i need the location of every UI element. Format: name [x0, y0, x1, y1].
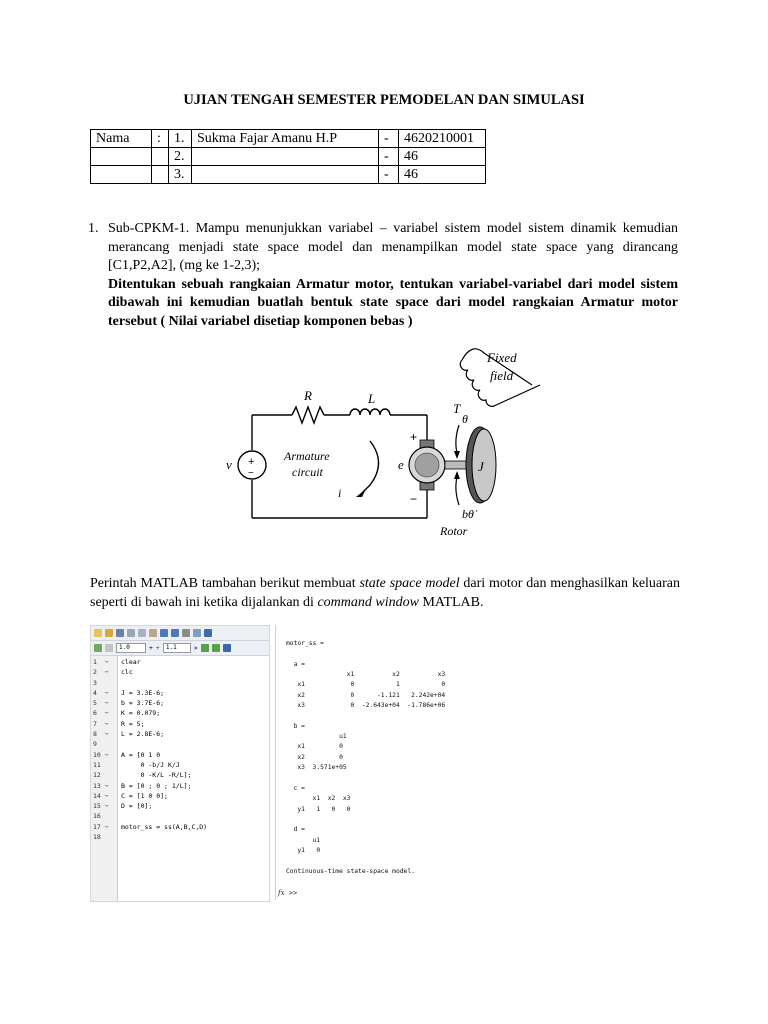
output-line: y1 1 0 0 [286, 805, 351, 813]
output-line: y1 0 [286, 846, 321, 854]
table-row [91, 148, 486, 166]
fx-icon: fx [278, 889, 285, 897]
row-number: 3. [169, 166, 192, 184]
dash-cell: - [379, 130, 399, 148]
code-line [91, 708, 269, 718]
code-text: D = [0]; [121, 802, 153, 811]
code-line [91, 688, 269, 698]
label-motor-minus: − [410, 492, 418, 506]
dash-cell: - [379, 166, 399, 184]
code-text: 0 -b/J K/J [121, 760, 180, 769]
question-number: 1. [88, 221, 99, 236]
code-text: B = [0 ; 0 ; 1/L]; [121, 781, 192, 790]
label-motor-plus: + [410, 430, 418, 444]
cut-icon[interactable] [127, 629, 135, 637]
code-text: motor_ss = ss(A,B,C,D) [121, 822, 208, 831]
member-id: 4620210001 [399, 130, 486, 148]
output-line: x1 x2 x3 [286, 795, 351, 803]
close-icon[interactable]: × [193, 644, 198, 652]
code-text: R = 5; [121, 719, 145, 728]
output-line [286, 773, 476, 783]
member-id: 46 [399, 166, 486, 184]
colon-cell: : [152, 130, 169, 148]
label-current: i [338, 486, 342, 500]
code-line [91, 729, 269, 739]
output-line [286, 815, 476, 825]
save-icon[interactable] [116, 629, 124, 637]
output-line: x3 0 -2.643e+04 -1.786e+06 [286, 702, 446, 710]
command-prompt[interactable]: fx >> [278, 889, 298, 897]
label-theta: θ [462, 412, 468, 426]
output-line: u1 [286, 733, 347, 741]
row-number: 2. [169, 148, 192, 166]
zoom-value-field[interactable]: 1.0 [116, 643, 146, 653]
dash-cell: - [379, 148, 399, 166]
divide-icon[interactable]: + [155, 644, 160, 652]
open-file-icon[interactable] [105, 629, 113, 637]
line-number: 16 [93, 812, 101, 821]
line-number: 18 [93, 833, 101, 842]
label-fixed: Fixed [487, 350, 517, 365]
member-name [192, 148, 379, 166]
identity-table [90, 129, 486, 184]
cell-mode-icon[interactable] [94, 644, 102, 652]
eval-cell-icon[interactable] [201, 644, 209, 652]
question-task: Ditentukan sebuah rangkaian Armatur motor, tentukan variabel-variabel dari model sistem dibawah ini kemudian buatlah bentuk state space dari model rangkaian Armatur motor tersebut ( Nilai variabel disetiap komponen bebas ) [108, 276, 678, 329]
code-text: clc [121, 668, 133, 677]
line-number: 1 − [93, 658, 109, 666]
member-id: 46 [399, 148, 486, 166]
line-number: 14 − [93, 791, 109, 800]
line-number: 17 − [93, 822, 109, 831]
output-line: x2 0 -1.121 2.242e+04 [286, 691, 446, 699]
label-source-plus: + [248, 456, 255, 468]
output-line: x1 x2 x3 [286, 671, 446, 679]
label-circuit: circuit [292, 465, 323, 479]
question-intro: Sub-CPKM-1. Mampu menunjukkan variabel – variabel sistem model sistem dinamik kemudian merancang menjadi state space model dan menampilkan model state space yang dirancang [C1,P2,A2], (mg ke 1-2,3); [108, 221, 678, 273]
code-line [91, 739, 269, 749]
code-text: 0 -K/L -R/L]; [121, 771, 192, 780]
code-area[interactable] [91, 657, 269, 842]
code-line [91, 832, 269, 842]
member-name: Sukma Fajar Amanu H.P [192, 130, 379, 148]
armature-circuit-diagram [222, 345, 552, 545]
line-number: 12 [93, 771, 101, 780]
plus-icon[interactable]: + [149, 644, 153, 652]
code-line [91, 801, 269, 811]
paste-icon[interactable] [149, 629, 157, 637]
code-text: L = 2.8E-6; [121, 730, 165, 739]
label-rotor: Rotor [440, 524, 468, 538]
document-title: UJIAN TENGAH SEMESTER PEMODELAN DAN SIMULASI [183, 92, 585, 108]
code-text: b = 3.7E-6; [121, 699, 165, 708]
line-number: 15 − [93, 802, 109, 811]
output-line [286, 877, 476, 887]
question-1 [88, 220, 678, 331]
code-line [91, 698, 269, 708]
help-icon[interactable] [223, 644, 231, 652]
label-field: field [490, 368, 514, 383]
member-name [192, 166, 379, 184]
print-icon[interactable] [182, 629, 190, 637]
label-emf: e [398, 457, 404, 472]
label-armature: Armature [284, 449, 330, 463]
code-line [91, 781, 269, 791]
minus-icon[interactable] [105, 644, 113, 652]
line-number: 13 − [93, 781, 109, 790]
find-icon[interactable] [193, 629, 201, 637]
output-line: c = [286, 784, 305, 792]
label-voltage: v [226, 457, 232, 472]
redo-icon[interactable] [171, 629, 179, 637]
step-value-field[interactable]: 1.1 [163, 643, 191, 653]
matlab-editor [90, 625, 270, 902]
cell-toolbar [91, 641, 269, 656]
code-line [91, 822, 269, 832]
new-file-icon[interactable] [94, 629, 102, 637]
label-damping: bθ̇ [462, 507, 474, 521]
output-line: x1 0 [286, 743, 343, 751]
output-line: x1 0 1 0 [286, 681, 446, 689]
code-line [91, 678, 269, 688]
back-icon[interactable] [204, 629, 212, 637]
eval-advance-icon[interactable] [212, 644, 220, 652]
line-number: 2 − [93, 668, 109, 677]
code-line [91, 760, 269, 770]
label-resistor: R [304, 388, 312, 403]
line-number: 9 [93, 740, 97, 749]
table-row [91, 166, 486, 184]
line-number: 6 − [93, 709, 109, 718]
line-number: 8 − [93, 730, 109, 739]
output-line: x2 0 [286, 753, 343, 761]
row-number: 1. [169, 130, 192, 148]
empty-cell [91, 166, 152, 184]
line-number: 3 [93, 678, 97, 687]
code-text: A = [0 1 0 [121, 750, 161, 759]
empty-cell [91, 148, 152, 166]
code-line [91, 791, 269, 801]
code-line [91, 719, 269, 729]
copy-icon[interactable] [138, 629, 146, 637]
name-label: Nama [91, 130, 152, 148]
matlab-description: Perintah MATLAB tambahan berikut membuat state space model dari motor dan menghasilkan keluaran seperti di bawah ini ketika dijalankan di command window MATLAB. [90, 576, 681, 610]
output-line [286, 649, 476, 659]
output-line: u1 [286, 836, 321, 844]
code-text: C = [1 0 0]; [121, 791, 168, 800]
output-line: a = [286, 660, 305, 668]
label-inductor: L [368, 391, 376, 406]
line-number: 5 − [93, 699, 109, 708]
line-number: 10 − [93, 750, 109, 759]
code-text: J = 3.3E-6; [121, 688, 165, 697]
code-line [91, 770, 269, 780]
line-number: 7 − [93, 719, 109, 728]
code-line [91, 811, 269, 821]
undo-icon[interactable] [160, 629, 168, 637]
output-line: x3 3.571e+05 [286, 764, 347, 772]
output-line: motor_ss = [286, 640, 324, 647]
code-text: K = 0.079; [121, 709, 161, 718]
label-inertia: J [478, 459, 484, 474]
line-number: 4 − [93, 688, 109, 697]
code-line [91, 750, 269, 760]
code-line [91, 667, 269, 677]
output-line: b = [286, 722, 305, 730]
line-number: 11 [93, 760, 101, 769]
editor-toolbar [91, 626, 269, 641]
output-line: d = [286, 826, 305, 834]
output-line: Continuous-time state-space model. [286, 867, 415, 875]
matlab-command-window[interactable] [275, 625, 476, 900]
output-line [286, 711, 476, 721]
code-line [91, 657, 269, 667]
label-torque: T [453, 401, 461, 416]
code-text: clear [121, 658, 141, 666]
output-line [286, 856, 476, 866]
empty-cell [152, 148, 169, 166]
command-output [286, 639, 476, 887]
empty-cell [152, 166, 169, 184]
table-row [91, 130, 486, 148]
label-source-minus: − [248, 468, 254, 479]
